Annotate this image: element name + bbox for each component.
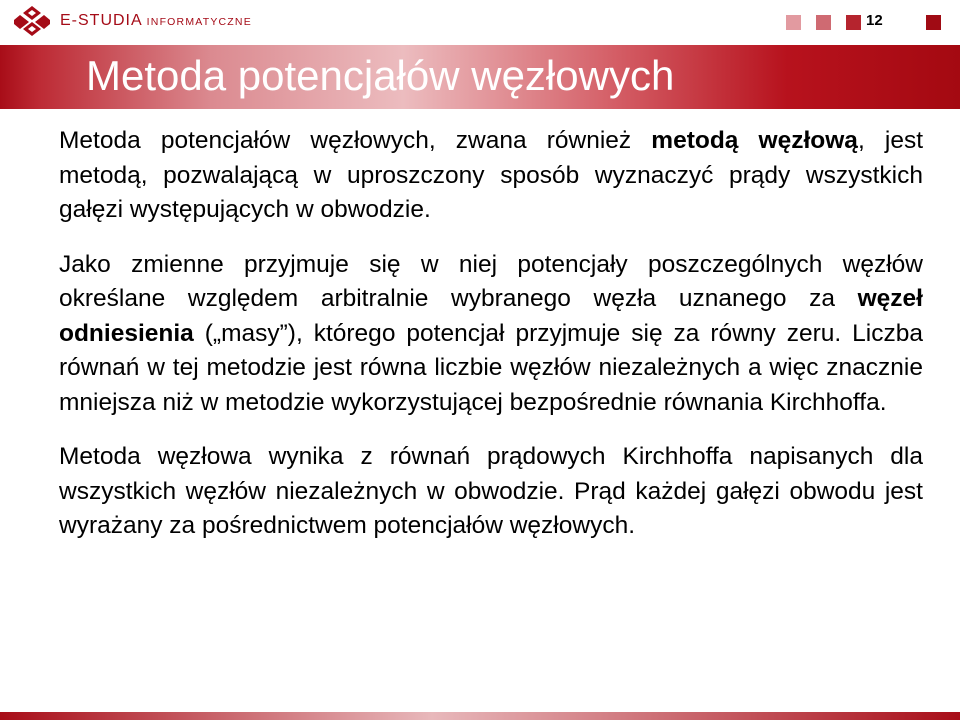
slide-number: 12 <box>866 12 883 29</box>
paragraph-text: Jako zmienne przyjmuje się w niej potencjały poszczególnych węzłów określane względem arbitralnie wybranego węzła uznanego za <box>59 250 923 312</box>
paragraph-2 <box>59 248 923 421</box>
decor-square-2 <box>816 15 831 30</box>
paragraph-3 <box>59 440 923 544</box>
paragraph-text: („masy”), którego potencjał przyjmuje się za równy zeru. Liczba równań w tej metodzie jest równa liczbie węzłów niezależnych a więc znacznie mniejsza niż w metodzie wykorzystującej bezpośrednie równania Kirchhoffa. <box>59 319 923 416</box>
paragraph-text: , jest metodą, pozwalającą w uproszczony sposób wyznaczyć prądy wszystkich gałęzi występujących w obwodzie. <box>59 127 924 223</box>
slide-content <box>59 124 923 564</box>
decor-square-4 <box>926 15 941 30</box>
decor-square-1 <box>786 15 801 30</box>
bold-term: węzeł odniesienia <box>59 285 923 347</box>
logo-icon <box>14 6 50 36</box>
brand-name <box>60 12 252 30</box>
slide-title: Metoda potencjałów węzłowych <box>86 52 675 99</box>
bold-term: metodą węzłową <box>651 127 858 154</box>
title-bar <box>0 45 960 109</box>
decor-square-3 <box>846 15 861 30</box>
bottom-bar <box>0 712 960 720</box>
brand-main: E-STUDIA <box>60 12 143 29</box>
paragraph-text: Metoda potencjałów węzłowych, zwana również <box>59 127 652 154</box>
paragraph-text: Metoda węzłowa wynika z równań prądowych Kirchhoffa napisanych dla wszystkich węzłów niezależnych w obwodzie. Prąd każdej gałęzi obwodu jest wyrażany za pośrednictwem potencjałów węzłowych. <box>59 443 923 539</box>
paragraph-1 <box>59 124 923 228</box>
brand-sub: INFORMATYCZNE <box>146 16 252 28</box>
